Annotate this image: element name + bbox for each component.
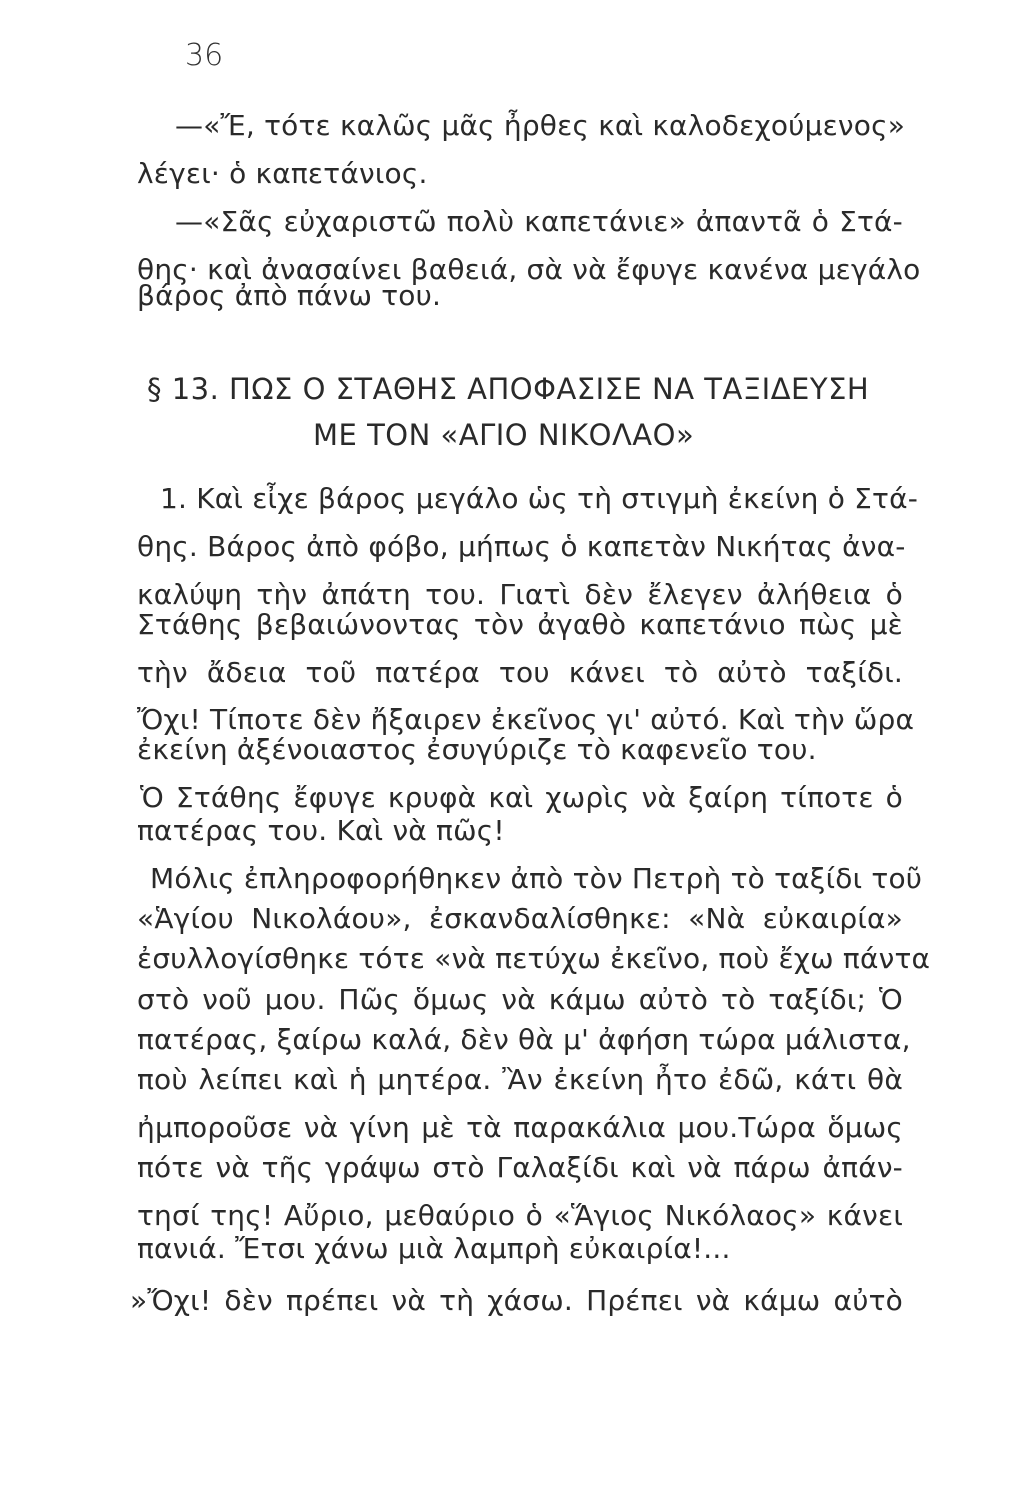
text-line: πότε νὰ τῆς γράψω στὸ Γαλαξίδι καὶ νὰ πάρω ἀπάν- — [137, 1151, 903, 1184]
text-line: πανιά. Ἔτσι χάνω μιὰ λαμπρὴ εὐκαιρία!... — [137, 1232, 731, 1265]
section-heading-line-2: ΜΕ ΤΟΝ «ΑΓΙΟ ΝΙΚΟΛΑΟ» — [313, 418, 695, 452]
text-line: Στάθης βεβαιώνοντας τὸν ἀγαθὸ καπετάνιο πὼς μὲ — [137, 608, 903, 641]
text-line: —«Σᾶς εὐχαριστῶ πολὺ καπετάνιε» ἀπαντᾶ ὁ Στά- — [175, 205, 903, 238]
text-line: πατέρας, ξαίρω καλά, δὲν θὰ μ' ἀφήση τώρα μάλιστα, — [137, 1023, 911, 1056]
text-line: ἠμποροῦσε νὰ γίνη μὲ τὰ παρακάλια μου.Τώρα ὅμως — [137, 1111, 903, 1144]
text-line: ἐσυλλογίσθηκε τότε «νὰ πετύχω ἐκεῖνο, ποὺ ἔχω πάντα — [137, 942, 931, 975]
text-line: τησί της! Αὔριο, μεθαύριο ὁ «Ἅγιος Νικόλαος» κάνει — [137, 1199, 903, 1232]
text-line: ἐκείνη ἀξένοιαστος ἐσυγύριζε τὸ καφενεῖο του. — [137, 733, 817, 766]
text-line: στὸ νοῦ μου. Πῶς ὅμως νὰ κάμω αὐτὸ τὸ ταξίδι; Ὁ — [137, 983, 903, 1016]
text-line: Ὁ Στάθης ἔφυγε κρυφὰ καὶ χωρὶς νὰ ξαίρη τίποτε ὁ — [140, 781, 903, 814]
text-line: »Ὄχι! δὲν πρέπει νὰ τὴ χάσω. Πρέπει νὰ κάμω αὐτὸ — [130, 1284, 903, 1317]
text-line: πατέρας του. Καὶ νὰ πῶς! — [137, 814, 505, 847]
text-line: 1. Καὶ εἶχε βάρος μεγάλο ὡς τὴ στιγμὴ ἐκείνη ὁ Στά- — [160, 482, 919, 515]
text-line: βάρος ἀπὸ πάνω του. — [137, 279, 442, 312]
text-line: θης· καὶ ἀνασαίνει βαθειά, σὰ νὰ ἔφυγε κανένα μεγάλο — [137, 253, 921, 286]
text-line: ποὺ λείπει καὶ ἡ μητέρα. Ἂν ἐκείνη ἦτο ἐδῶ, κάτι θὰ — [137, 1063, 903, 1096]
section-heading-line-1: § 13. ΠΩΣ Ο ΣΤΑΘΗΣ ΑΠΟΦΑΣΙΣΕ ΝΑ ΤΑΞΙΔΕΥΣΗ — [147, 372, 870, 406]
text-line: «Ἁγίου Νικολάου», ἐσκανδαλίσθηκε: «Νὰ εὐκαιρία» — [137, 902, 903, 935]
text-line: Ὄχι! Τίποτε δὲν ἤξαιρεν ἐκεῖνος γι' αὐτό. Καὶ τὴν ὥρα — [137, 703, 915, 736]
text-line: λέγει· ὁ καπετάνιος. — [137, 157, 428, 190]
text-line: τὴν ἄδεια τοῦ πατέρα του κάνει τὸ αὐτὸ ταξίδι. — [137, 656, 903, 689]
text-line: Μόλις ἐπληροφορήθηκεν ἀπὸ τὸν Πετρὴ τὸ ταξίδι τοῦ — [150, 862, 923, 895]
text-line: καλύψη τὴν ἀπάτη του. Γιατὶ δὲν ἔλεγεν ἀλήθεια ὁ — [137, 578, 903, 611]
page-number: 36 — [185, 38, 224, 73]
text-line: θης. Βάρος ἀπὸ φόβο, μήπως ὁ καπετὰν Νικήτας ἀνα- — [137, 530, 906, 563]
text-line: —«Ἔ, τότε καλῶς μᾶς ἦρθες καὶ καλοδεχούμενος» — [175, 109, 906, 142]
